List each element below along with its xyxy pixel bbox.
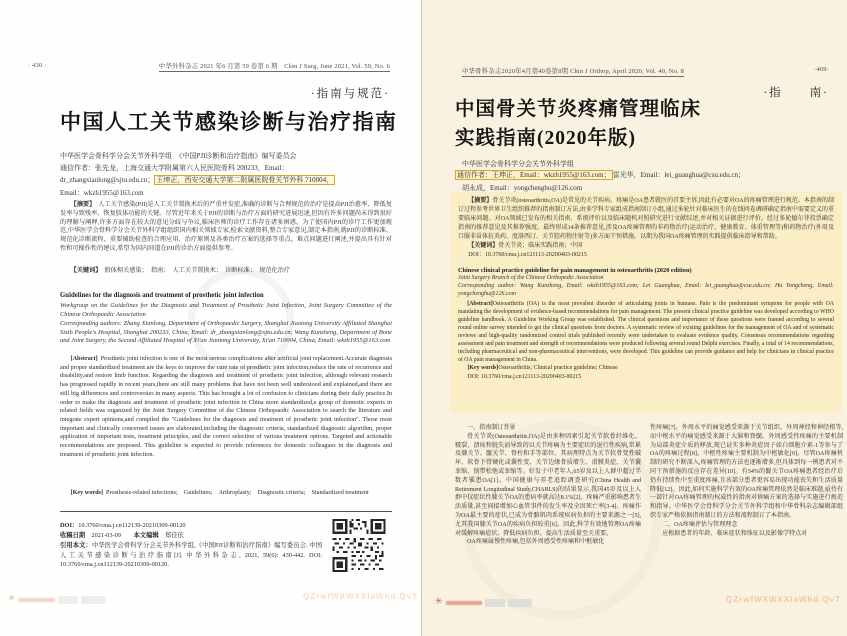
right-english-keywords (458, 364, 834, 372)
right-corresponding-rest: 雷光华，Email：lei_guanghua@csu.edu.cn； (612, 171, 746, 179)
left-english-workgroup: Workgroup on the Guidelines for the Diagnosis and Treatment of Prosthetic Joint Infection, Joint Surgery Committee of the Chinese Orthopaedic Association (60, 302, 392, 318)
corresponding-author-highlight-box: 王坤正，西安交通大学第二附属医院骨关节外科 710004， (156, 176, 334, 184)
right-keywords (458, 242, 834, 251)
left-english-title: Guidelines for the diagnosis and treatment of prosthetic joint infection (60, 292, 264, 299)
doi-label: DOI： (60, 522, 79, 529)
left-byline: 中华医学会骨科学分会关节外科学组 《中国PJI诊断和治疗指南》编写委员会 (60, 152, 297, 160)
publisher-logo-icon: ✳ (435, 597, 443, 607)
keywords-label-cn: 【关键词】 (468, 242, 499, 249)
keywords-text-cn: 假体相关感染； 指南； 人工关节置换术； 诊断标准； 规范化治疗 (104, 267, 291, 274)
keywords-text-en: Prosthesis-related infections; Guidelines; Arthroplasty; Diagnostic criteria; Standardized treatment (106, 489, 369, 496)
left-journal-header-underline (159, 63, 390, 72)
citation-text: 中华医学会骨科学分会关节外科学组,《中国PJI诊断和治疗指南》编写委员会. 中国人工关节感染诊断与治疗指南[J]. 中华外科杂志, 2021, 59(6): 430-442. DOI: 10.3760/cma.j.cn112139-20210309-00120. (60, 542, 323, 569)
editor-label: 本文编辑 (133, 532, 159, 539)
right-abstract (458, 197, 834, 242)
corresponding-author-highlight-box: 通信作者：王坤正，Email：wkzh1955@163.com； (457, 171, 611, 179)
left-corresponding-line-1: 通信作者：张先龙，上海交通大学附属第六人民医院骨科 200233，Email： (60, 164, 289, 172)
right-section-label: ·指 南· (763, 87, 829, 99)
publisher-logo-block (81, 596, 105, 604)
right-journal-header-underline (462, 68, 684, 77)
publisher-logo-block (485, 599, 505, 607)
right-english-title: Chinese clinical practice guideline for pain management in osteoarthritis (2020 edition) (458, 266, 692, 274)
received-label: 收稿日期 (60, 532, 86, 539)
left-section-label: ·指南与规范· (310, 88, 390, 100)
doi-value: 10.3760/cma.j.cn112139-20210309-00120 (78, 522, 186, 529)
abstract-label-en: [Abstract] (467, 300, 493, 307)
left-english-corresponding: Corresponding authors: Zhang Xianlong, Department of Orthopaedic Surgery, Shanghai Jiaotong University Affiliated Shanghai Sixth People's Hospital, Shanghai 200233, China, Email: dr_zhangxianlong@sjtu.edu.cn; Wang Kunzheng, Department of Bone and Joint Surgery, the Second Affiliated Hospital of Xi'an Jiaotong University, Xi'an 710004, China, Email: wkzh1955@163.com (60, 320, 392, 345)
page-watermark-text: QZrwfWXWXXIaWhd.QvT (726, 595, 841, 604)
keywords-text-cn: 骨关节炎；临床实践指南；中国 (498, 242, 583, 249)
body-paragraph: OA疼痛属慢性疼痛,包括外周感受性疼痛和中枢敏化 (467, 539, 605, 546)
right-journal-title-en: Chin J Orthop, April 2020, Vol. 40, No. 8 (570, 68, 685, 75)
right-article-title-line-2: 实践指南(2020年版) (455, 128, 636, 149)
right-english-abstract (458, 300, 834, 365)
abstract-text-en: Prosthetic joint infection is one of the most serious complications after artificial joint replacement.Accurate diagnosis and proper standardized treatment are the keys to improve the cure rate of prosthetic joint infection,reduce the rate of recurrence and disability,and restore limb function. Regarding the diagnosis and treatment of prosthetic joint infection, although relevant research has progressed rapidly in recent years,there are still many problems that have not been well understood and explained,and there are still big differences and controversies in many aspects. This has brought a lot of confusion to clinicians during their daily practice.In order to make the diagnosis and treatment of prosthetic joint infection in China more standardized,a group of domestic experts in related fields was organized by the Joint Surgery Committee of the Chinese Orthopaedic Association to search the literature and integrate expert opinions,and compiled the "Guidelines for the diagnosis and treatment of prosthetic joint infection". Those most important and clinically concerned issues are elaborated,including the diagnostic criteria, standardized diagnostic algorithm, proper application of important tests, treatment principles, and the correct selection of various treatment options. Targeted and actionable recommendations are proposed. This guideline is expected to provide references for domestic colleagues in the diagnosis and treatment of prosthetic joint infection. (60, 355, 392, 458)
keywords-label-en: [Key words] (467, 365, 499, 372)
section-heading-2: 二、OA疼痛评估与管理理念 (662, 521, 738, 528)
right-journal-header (462, 66, 684, 75)
left-doi-line (60, 521, 186, 530)
editor-name: 郑佳依 (164, 532, 184, 539)
left-abstract (60, 201, 392, 254)
right-corresponding-line-2: 胡永成，Email：yongchenghu@126.com (462, 184, 583, 192)
footer-divider-rule (60, 511, 392, 512)
right-english-corresponding: Corresponding author: Wang Kunzheng, Email: wkzh1955@163.com; Lei Guanghua, Email: lei_guanghua@csu.edu.cn; Hu Yongcheng, Email: yongchenghu@126.com (458, 282, 834, 297)
doi-label: DOI： (468, 251, 485, 258)
left-corresponding-email: dr_zhangxianlong@sjtu.edu.cn； (60, 176, 155, 184)
keywords-label-cn: 【关键词】 (70, 267, 102, 274)
publisher-logo-block (58, 596, 78, 604)
left-received-line (60, 531, 184, 540)
right-abstract-box (450, 192, 842, 413)
right-corresponding-line-1 (455, 170, 745, 180)
abstract-label-cn: 【摘要】 (468, 198, 493, 204)
qr-code-icon (330, 519, 388, 572)
left-corresponding-line-2 (60, 175, 335, 185)
left-english-keywords (60, 489, 392, 498)
body-column-left (455, 424, 641, 547)
abstract-label-cn: 【摘要】 (70, 201, 96, 208)
abstract-text-cn: 骨关节炎(osteoarthritis,OA)是常见的关节疾病。疼痛是OA患者就医的首要主诉,因此有必要对OA的疼痛管理进行规范。本指南的制订过程参考世界卫生组织推荐的指南制订方法,由多学科专家组成指南制订小组,通过多轮针对临床医生的在线问卷调研确定指南中需要定义的重要临床问题。对OA领域已发布的相关指南、系统评价以及临床随机对照研究进行文献综述,并对相关证据进行评价。经过多轮德尔菲投票确定指南的推荐意见及其推荐强度。最终形成14条推荐意见,涉及OA疼痛管理的非药物治疗(运动治疗、健康教育、体重管理等)和药物治疗(外用及口服非甾体抗炎药、度洛西汀、关节腔药物注射等)多方面干预措施。以期为我国OA疼痛管理的实践提供临床指导和帮助。 (458, 198, 834, 240)
abstract-text-en: Osteoarthritis (OA) is the most prevalent disorder of articulating joints in humans. Pain is the predominant symptom for people with OA mandating the development of evidence-based recommendations for pain management. The present clinical practice guideline was developed according to WHO guideline handbook. A Guideline Working Group was established. The clinical questions and importance of these questions were framed according to several round online survey intended to get the clinical questions from doctors. A systematic review of existing guidelines for the management of OA and of systematic reviews and high-quality randomized control trials published recently were undertaken to evaluate evidence quality. Consensus recommendations regarding assessment and pain treatment and strength of recommendations were produced following several round Delphi exercises. Finally, a total of 14 recommendations, including pharmaceutical and non-pharmaceutical interventions, were developed. This guideline can provide guidance and help for clinicians in clinical practice of OA pain management in China. (458, 300, 834, 364)
publisher-logo-text (446, 601, 482, 605)
publisher-logo-text (19, 598, 55, 602)
body-column-right (650, 424, 843, 538)
right-byline: 中华医学会骨科学分会关节外科学组 (462, 160, 574, 168)
body-paragraph: 骨关节炎(Osteoarthritis,OA)是由多种因素引起关节软骨纤维化、皲裂、溃疡和脱失而导致的以关节疼痛为主要症状的退行性疾病,常累及膝关节、髋关节、脊柱和手等部位。其病理特点为关节软骨变性破坏、软骨下骨硬化或囊性变、关节边缘骨质增生、滑膜炎症、关节囊挛缩、韧带松弛或挛缩等。好发于中老年人,65岁及以上人群中超过半数者罹患OA[1]。中国健康与养老追踪调查研究(China Health and Retirement Longitudinal Study,CHARLS)的结果显示,我国45岁及以上人群中仅症状性膝关节OA的患病率就高达8.1%[2]。疼痛严重影响患者生活质量,甚至间接增加心血管事件的发生率及全因死亡率[3-4]。疼痛作为OA最主要的症状,已成为骨骼肌肉系统疾病负担的主要来源之一[5],尤其我国膝关节OA的疾病负担较重[6]。因此,科学有效地管理OA疼痛对缓解疼痛症状、降低疾病负担、提高生活质量至关重要。 (455, 433, 641, 537)
right-english-workgroup: Joint Surgery Branch of the Chinese Orthopedic Association (458, 274, 604, 281)
body-paragraph: 性疼痛[7]。外周水平的痛觉感受来源于关节组织、外周神经和神经根等,而中枢水平的痛觉感受来源于大脑和脊髓。外周感受性疼痛的主要机制为局部炎症介质的释放,现已证实多种炎症因子如白细胞介素-1等参与了OA的疼痛过程[8]。中枢性疼痛主要机制为中枢敏化[9]。尽管OA疼痛机制的研究不断深入,疼痛管理的方法也逐渐增多,但具体到每一例患者对不同干预措施的反应存在差异[10]。有54%的髋关节OA疼痛患者经治疗后仍有持续性中至重度疼痛,且该部分患者更容易出现功能丧失和生活质量降低[12]。因此,如何实施科学有效的OA疼痛管理依然是临床难题,亟待有一部针对OA疼痛管理的权威性的指南对镇痛方案的选择与实施进行规范和指导。中华医学会骨科学分会关节外科学组和中华骨科杂志编辑部组织专家严格依据指南制订的方法和流程制订了本指南。 (650, 425, 843, 519)
left-journal-title-cn: 中华外科杂志 2021 年6 月第 59 卷第 6 期 (158, 63, 278, 70)
right-page-number: ·469· (814, 66, 829, 73)
right-journal-title-cn: 中华骨科杂志2020年4月第40卷第8期 (462, 68, 569, 75)
right-page (422, 0, 847, 636)
right-doi-line (458, 251, 834, 260)
body-paragraph: 应根据患者的年龄、临床症状和体征以及影像学特点对 (662, 530, 808, 537)
doi-value: 10.3760/cma.j.cn121113-20200403-00215 (484, 251, 587, 258)
page-watermark-text: QZrwfWXWXXIaWhd.QvT (303, 592, 418, 601)
right-article-title-line-1: 中国骨关节炎疼痛管理临床 (455, 99, 702, 120)
keywords-label-en: [Key words] (70, 489, 104, 496)
left-english-abstract (60, 355, 392, 459)
received-date: 2021-03-09 (91, 532, 121, 539)
abstract-text-cn: 人工关节感染(PJI)是人工关节置换术后的严重并发症,准确的诊断与合理规范的治疗是提高PJI治愈率、降低复发率与致残率、恢复肢体功能的关键。尽管近年来关于PJI的诊断与治疗方面的研究进展迅速,但因有许多问题尚未得到很好的理解与阐释,许多方面存在较大的意见分歧与争议,临床医师的诊疗工作存在诸多困惑。为了使国内PJI的诊疗工作更加规范,中华医学会骨科学分会关节外科学组组织国内相关领域专家,检索文献资料,整合专家意见,制定本指南,就PJI的诊断标准、规范化诊断流程、重要辅助检查的合理应用、治疗原则及各类治疗方案的选择等重点、难点问题进行阐述,并提出具有针对性和可操作性的建议,希望为国内同道在PJI的诊治方面提供参考。 (60, 201, 393, 252)
publisher-logo-icon: ✳ (8, 594, 16, 604)
publisher-logo (8, 595, 105, 604)
left-article-title: 中国人工关节感染诊断与治疗指南 (60, 110, 398, 134)
left-journal-header (159, 61, 390, 70)
right-english-doi: DOI: 10.3760/cma.j.cn121113-20200403-00215 (467, 373, 582, 380)
keywords-text-en: Osteoarthritis; Clinical practice guideline; Chinese (498, 365, 618, 372)
left-corresponding-line-3: Email：wkzh1955@163.com (60, 189, 144, 197)
section-heading-1: 一、指南制订背景 (467, 425, 516, 431)
citation-label: 引用本文： (60, 542, 92, 549)
left-journal-title-en: Chin J Surg, June 2021, Vol. 59, No. 6 (284, 63, 390, 70)
left-page-number: · 430 · (28, 62, 47, 69)
left-keywords (60, 267, 392, 276)
publisher-logo (435, 598, 532, 607)
publisher-logo-block (508, 599, 532, 607)
abstract-label-en: [Abstract] (70, 355, 98, 362)
left-citation (60, 541, 322, 570)
left-page (0, 0, 421, 636)
